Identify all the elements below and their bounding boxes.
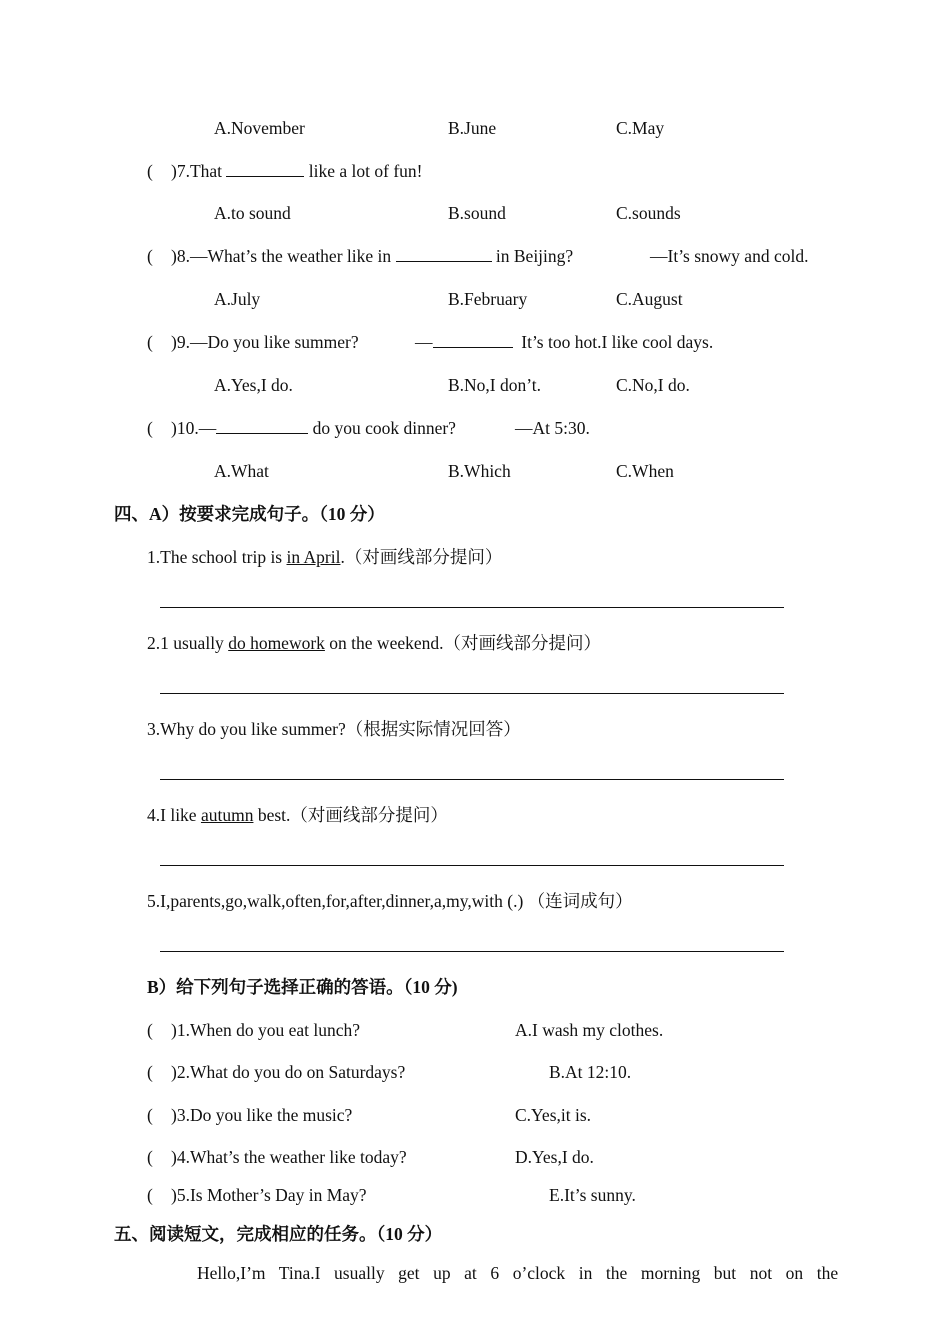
section-4b-title: B）给下列句子选择正确的答语。（10 分)	[147, 977, 458, 997]
q10-option-b: B.Which	[448, 461, 511, 481]
q8-number: )8.—What’s the weather like in	[171, 246, 392, 266]
match-answer-c: C.Yes,it is.	[515, 1105, 592, 1125]
answer-blank	[216, 417, 308, 434]
answer-line	[160, 607, 784, 608]
q7-text: like a lot of fun!	[308, 161, 423, 181]
q9-option-c: C.No,I do.	[616, 375, 690, 395]
q9-reply	[415, 331, 713, 353]
q8-reply: —It’s snowy and cold.	[650, 246, 809, 266]
q10-number: )10.—	[171, 418, 217, 438]
reading-passage: Hello,I’m Tina.I usually get up at 6 o’clock in the morning but not on the	[197, 1263, 839, 1283]
match-answer-d: D.Yes,I do.	[515, 1147, 594, 1167]
rewrite-item-5: 5.I,parents,go,walk,often,for,after,dinner,a,my,with (.) （连词成句）	[147, 891, 633, 911]
q8-question	[147, 245, 573, 267]
q10-reply: —At 5:30.	[515, 418, 590, 438]
q9-text: It’s too hot.I like cool days.	[521, 332, 714, 352]
answer-paren: (	[147, 161, 153, 181]
rewrite-item-1: 1.The school trip is in April.（对画线部分提问）	[147, 547, 503, 567]
section-4a-title: 四、A）按要求完成句子。（10 分）	[114, 504, 385, 524]
q6-option-b: B.June	[448, 118, 497, 138]
q6-option-a: A.November	[214, 118, 305, 138]
underlined-phrase: do homework	[228, 633, 325, 653]
match-question-2: ( )2.What do you do on Saturdays?	[147, 1062, 406, 1082]
q8-option-b: B.February	[448, 289, 528, 309]
q7-number: )7.That	[171, 161, 223, 181]
rewrite-item-3: 3.Why do you like summer?（根据实际情况回答）	[147, 719, 521, 739]
answer-paren: (	[147, 332, 153, 352]
answer-blank	[433, 331, 513, 348]
answer-blank	[396, 245, 492, 262]
answer-line	[160, 865, 784, 866]
q9-question	[147, 331, 359, 353]
underlined-phrase: autumn	[200, 805, 254, 825]
q9-number: )9.—Do you like summer?	[171, 332, 359, 352]
q8-option-c: C.August	[616, 289, 683, 309]
q6-option-c: C.May	[616, 118, 665, 138]
answer-line	[160, 693, 784, 694]
q7-option-a: A.to sound	[214, 203, 291, 223]
q10-option-a: A.What	[214, 461, 269, 481]
q7-option-c: C.sounds	[616, 203, 681, 223]
q9-dash: —	[415, 332, 433, 352]
q10-question	[147, 417, 456, 439]
q10-text: do you cook dinner?	[312, 418, 456, 438]
match-question-4: ( )4.What’s the weather like today?	[147, 1147, 407, 1167]
q8-text: in Beijing?	[495, 246, 574, 266]
section-5-title: 五、阅读短文，完成相应的任务。（10 分）	[114, 1224, 443, 1244]
match-answer-e: E.It’s sunny.	[549, 1185, 636, 1205]
q7-option-b: B.sound	[448, 203, 506, 223]
answer-paren: (	[147, 246, 153, 266]
q9-option-a: A.Yes,I do.	[214, 375, 293, 395]
match-question-3: ( )3.Do you like the music?	[147, 1105, 353, 1125]
q8-option-a: A.July	[214, 289, 261, 309]
match-question-5: ( )5.Is Mother’s Day in May?	[147, 1185, 367, 1205]
rewrite-item-2: 2.1 usually do homework on the weekend.（对画线部分提问）	[147, 633, 601, 653]
match-answer-b: B.At 12:10.	[549, 1062, 632, 1082]
rewrite-item-4: 4.I like autumn best.（对画线部分提问）	[147, 805, 448, 825]
q9-option-b: B.No,I don’t.	[448, 375, 542, 395]
answer-paren: (	[147, 418, 153, 438]
match-answer-a: A.I wash my clothes.	[515, 1020, 664, 1040]
match-question-1: ( )1.When do you eat lunch?	[147, 1020, 361, 1040]
answer-line	[160, 779, 784, 780]
q10-option-c: C.When	[616, 461, 674, 481]
q7-question	[147, 160, 423, 182]
underlined-phrase: in April	[286, 547, 341, 567]
answer-line	[160, 951, 784, 952]
answer-blank	[226, 160, 304, 177]
